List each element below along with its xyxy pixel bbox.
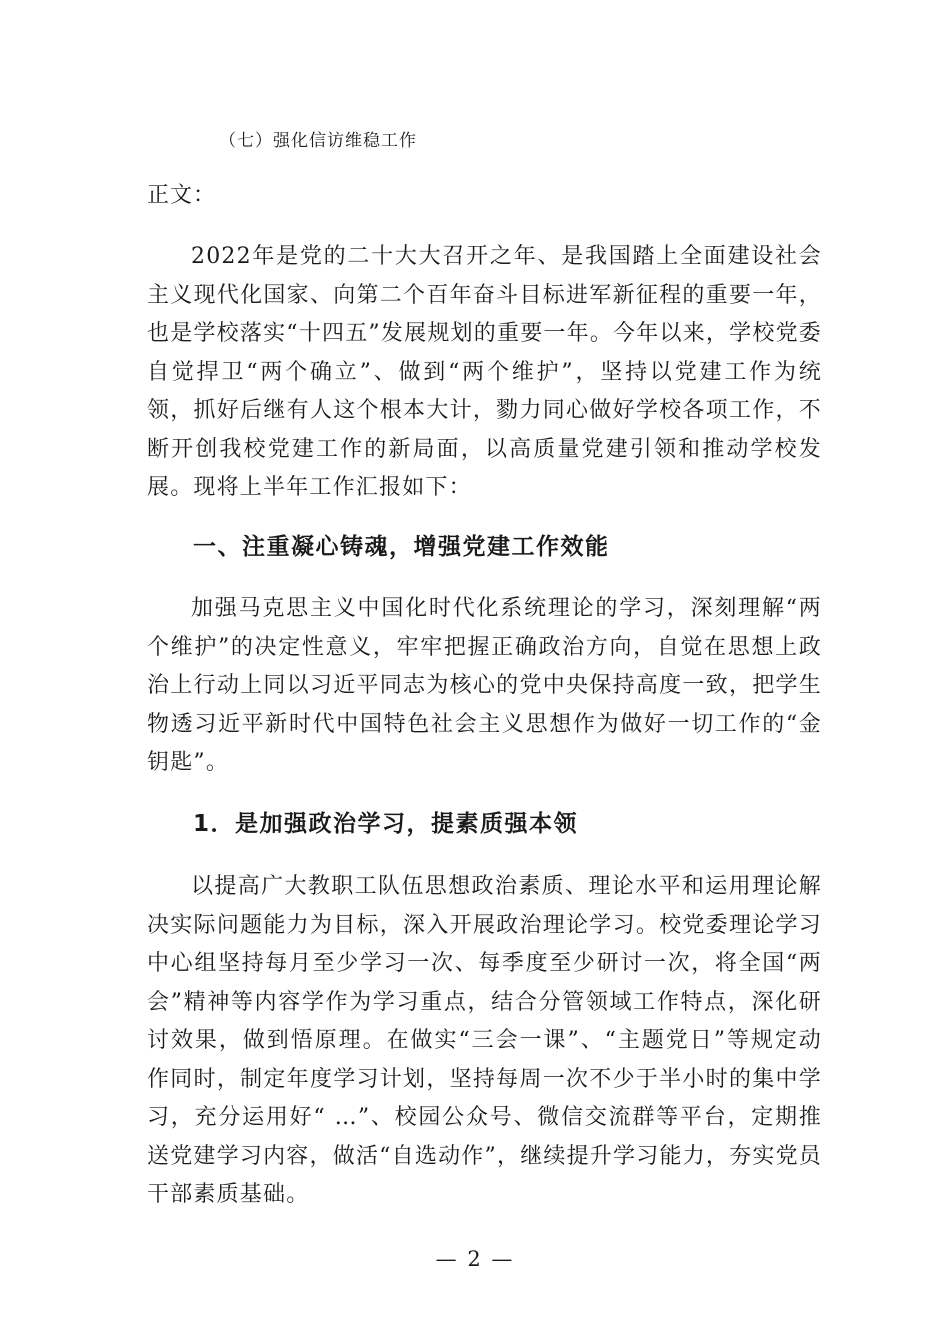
section-heading: 一、注重凝心铸魂，增强党建工作效能 <box>193 534 610 560</box>
toc-item: （七）强化信访维稳工作 <box>219 131 417 151</box>
subsection-heading: 1．是加强政治学习，提素质强本领 <box>193 811 579 837</box>
body-label: 正文： <box>147 183 217 208</box>
section-paragraph: 加强马克思主义中国化时代化系统理论的学习，深刻理解“两个维护”的决定性意义，牢牢把握正确政治方向，自觉在思想上政治上行动上同以习近平同志为核心的党中央保持高度一致，把学生物透习近平新时代中国特色社会主义思想作为做好一切工作的“金钥匙”。 <box>147 596 822 775</box>
page-number: — 2 — <box>435 1247 515 1271</box>
intro-paragraph: 2022年是党的二十大大召开之年、是我国踏上全面建设社会主义现代化国家、向第二个百年奋斗目标进军新征程的重要一年，也是学校落实“十四五”发展规划的重要一年。今年以来，学校党委自觉捍卫“两个确立”、做到“两个维护”，坚持以党建工作为统领，抓好后继有人这个根本大计，勠力同心做好学校各项工作，不断开创我校党建工作的新局面，以高质量党建引领和推动学校发展。现将上半年工作汇报如下： <box>147 244 822 500</box>
subsection-paragraph: 以提高广大教职工队伍思想政治素质、理论水平和运用理论解决实际问题能力为目标，深入开展政治理论学习。校党委理论学习中心组坚持每月至少学习一次、每季度至少研讨一次，将全国“两会”精神等内容学作为学习重点，结合分管领域工作特点，深化研讨效果，做到悟原理。在做实“三会一课”、“主题党日”等规定动作同时，制定年度学习计划，坚持每周一次不少于半小时的集中学习，充分运用好“ …”、校园公众号、微信交流群等平台，定期推送党建学习内容，做活“自选动作”，继续提升学习能力，夯实党员干部素质基础。 <box>147 874 822 1207</box>
